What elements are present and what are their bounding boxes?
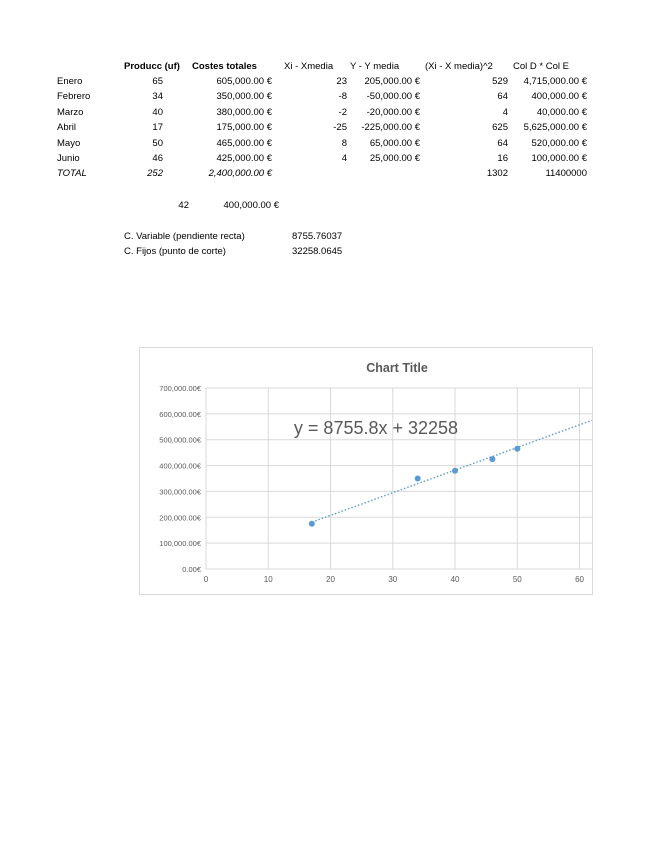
data-point[interactable] <box>489 456 495 462</box>
header-dx-squared: (Xi - X media)^2 <box>425 61 493 72</box>
row-label: Junio <box>57 153 80 164</box>
row-dx: 4 <box>341 153 347 164</box>
row-cost: 605,000.00 € <box>216 76 272 87</box>
row-cost: 350,000.00 € <box>216 91 272 103</box>
row-dx: 23 <box>336 76 347 87</box>
y-tick-label: 300,000.00€ <box>159 487 201 497</box>
row-cost: 425,000.00 € <box>216 153 272 164</box>
x-tick-label: 50 <box>512 575 522 584</box>
row-cost: 175,000.00 € <box>216 122 272 134</box>
row-prodDE: 520,000.00 € <box>531 137 587 149</box>
row-dx: -2 <box>338 106 347 118</box>
row-dy: 25,000.00 € <box>369 153 420 164</box>
y-tick-label: 400,000.00€ <box>159 461 201 471</box>
data-point[interactable] <box>452 468 458 474</box>
row-dy: 205,000.00 € <box>364 76 420 87</box>
row-dx2: 529 <box>492 76 508 87</box>
chart-canvas <box>140 348 592 594</box>
row-dy: -20,000.00 € <box>366 106 420 118</box>
header-costes: Costes totales <box>192 61 257 72</box>
row-label: Abril <box>57 122 77 134</box>
y-tick-label: 500,000.00€ <box>159 435 201 445</box>
x-tick-label: 60 <box>575 575 585 584</box>
row-prodDE: 400,000.00 € <box>531 91 587 103</box>
row-prodDE: 4,715,000.00 € <box>523 76 587 87</box>
total-prod: 252 <box>147 168 163 179</box>
data-point[interactable] <box>514 446 520 452</box>
header-y-ymedia: Y - Y media <box>350 61 400 72</box>
header-producc: Producc (uf) <box>124 61 180 72</box>
x-tick-label: 20 <box>326 575 335 584</box>
total-dx2: 1302 <box>486 168 508 179</box>
row-label: Enero <box>57 76 83 87</box>
mean-y: 400,000.00 € <box>223 200 279 211</box>
data-point[interactable] <box>415 476 421 482</box>
y-tick-label: 200,000.00€ <box>159 513 201 523</box>
row-dx2: 625 <box>492 122 508 134</box>
variable-cost-value: 8755.76037 <box>292 231 343 242</box>
row-prod: 17 <box>152 122 163 134</box>
row-dx2: 4 <box>502 106 508 118</box>
x-tick-label: 10 <box>263 575 273 584</box>
row-cost: 380,000.00 € <box>216 106 272 118</box>
row-label: Marzo <box>57 106 84 118</box>
row-prod: 50 <box>152 137 163 149</box>
row-prodDE: 100,000.00 € <box>531 153 587 164</box>
total-cost: 2,400,000.00 € <box>208 168 272 179</box>
x-tick-label: 0 <box>203 575 209 584</box>
x-tick-label: 40 <box>450 575 460 584</box>
row-label: Febrero <box>57 91 91 103</box>
total-prodDE: 11400000 <box>545 168 587 179</box>
y-tick-label: 700,000.00€ <box>159 384 201 393</box>
x-tick-label: 30 <box>388 575 398 584</box>
y-tick-label: 0.00€ <box>182 565 201 574</box>
row-dy: 65,000.00 € <box>369 137 420 149</box>
row-dx: 8 <box>341 137 347 149</box>
row-dx2: 64 <box>497 91 508 103</box>
fixed-cost-label: C. Fijos (punto de corte) <box>124 246 226 257</box>
y-tick-label: 600,000.00€ <box>159 409 201 419</box>
row-prodDE: 5,625,000.00 € <box>523 122 587 134</box>
row-prod: 40 <box>152 106 163 118</box>
mean-x: 42 <box>178 200 189 211</box>
row-dx2: 64 <box>497 137 508 149</box>
row-dy: -225,000.00 € <box>361 122 420 134</box>
row-dx2: 16 <box>497 153 508 164</box>
trendline-equation: y = 8755.8x + 32258 <box>293 418 459 438</box>
data-point[interactable] <box>309 521 315 527</box>
header-col-product: Col D * Col E <box>513 61 569 72</box>
scatter-chart[interactable] <box>139 347 593 595</box>
fixed-cost-value: 32258.0645 <box>292 246 343 257</box>
header-xi-xmedia: Xi - Xmedia <box>284 61 334 72</box>
row-label: Mayo <box>57 137 81 149</box>
row-cost: 465,000.00 € <box>216 137 272 149</box>
total-label: TOTAL <box>57 168 87 179</box>
row-prod: 65 <box>152 76 163 87</box>
row-dy: -50,000.00 € <box>366 91 420 103</box>
chart-title: Chart Title <box>366 361 428 375</box>
row-prod: 34 <box>152 91 163 103</box>
row-dx: -8 <box>338 91 347 103</box>
row-dx: -25 <box>333 122 347 134</box>
row-prodDE: 40,000.00 € <box>536 106 587 118</box>
variable-cost-label: C. Variable (pendiente recta) <box>124 231 245 242</box>
y-tick-label: 100,000.00€ <box>159 539 201 549</box>
row-prod: 46 <box>152 153 163 164</box>
